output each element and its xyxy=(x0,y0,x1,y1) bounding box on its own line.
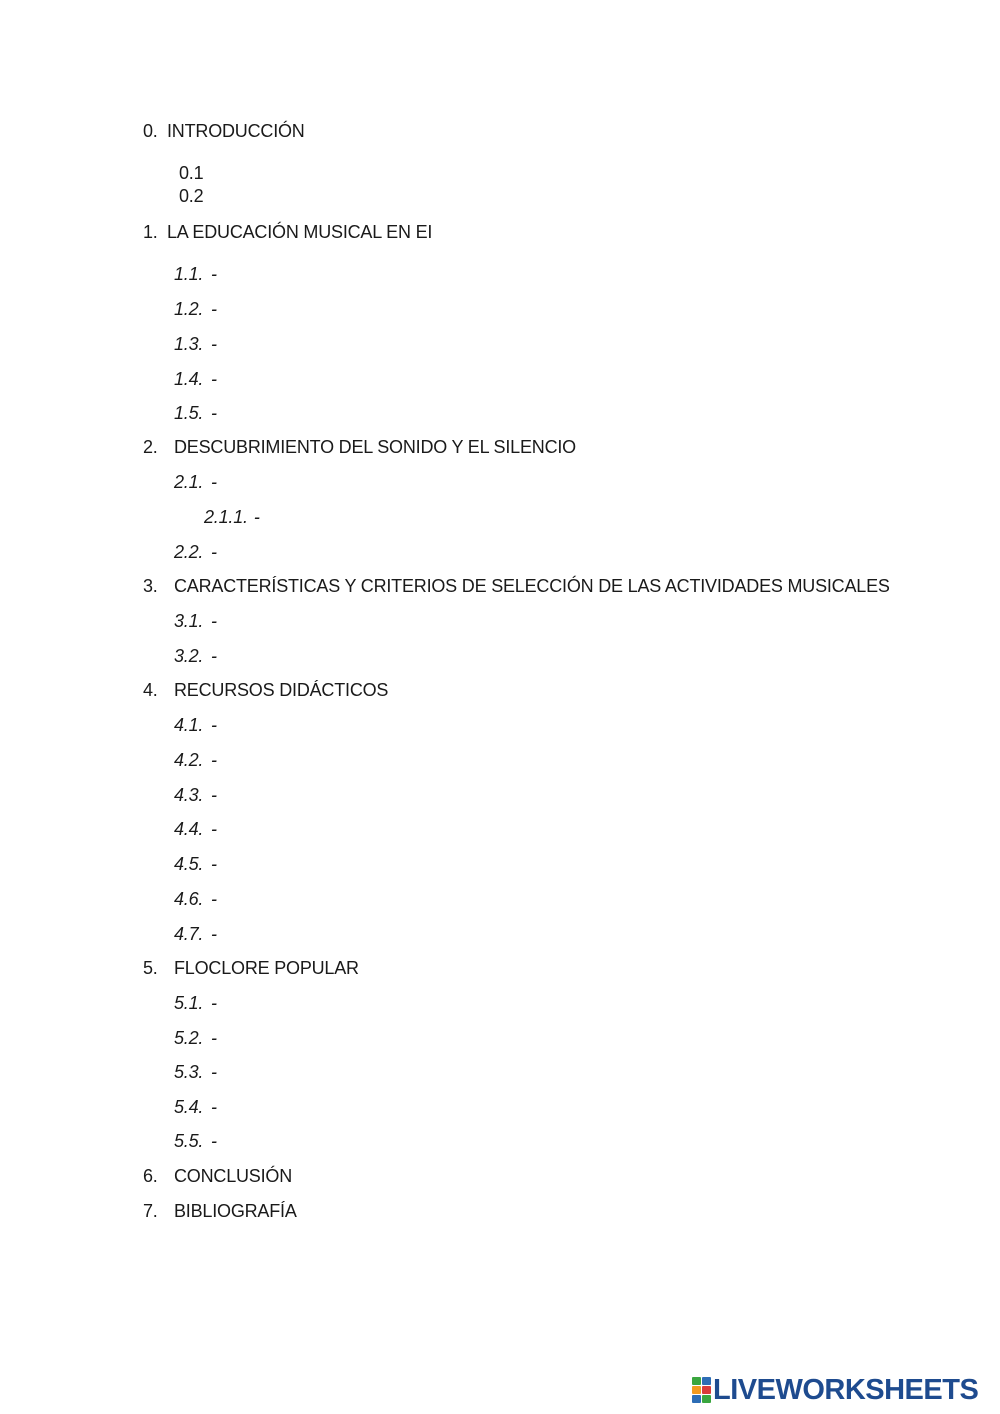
item-text: - xyxy=(211,750,217,770)
logo-tile xyxy=(702,1386,711,1394)
toc-item-3-1 xyxy=(174,610,217,632)
item-number: 2.1.1. xyxy=(204,507,248,527)
toc-item-4-2 xyxy=(174,749,217,771)
section-number: 5. xyxy=(143,958,158,978)
item-number: 5.4. xyxy=(174,1097,204,1117)
item-number: 2.1. xyxy=(174,472,204,492)
item-text: - xyxy=(211,854,217,874)
item-text: - xyxy=(211,1131,217,1151)
toc-section-3 xyxy=(143,575,890,597)
item-text: - xyxy=(253,507,260,527)
item-number: 4.7. xyxy=(174,924,204,944)
toc-item-2-1 xyxy=(174,471,217,493)
section-title: INTRODUCCIÓN xyxy=(167,121,305,141)
item-number: 4.3. xyxy=(174,785,204,805)
section-number: 2. xyxy=(143,437,158,457)
item-text: - xyxy=(211,299,217,319)
item-number: 5.5. xyxy=(174,1131,204,1151)
toc-section-4 xyxy=(143,679,388,701)
section-number: 7. xyxy=(143,1201,158,1221)
toc-section-5 xyxy=(143,957,359,979)
section-title: DESCUBRIMIENTO DEL SONIDO Y EL SILENCIO xyxy=(174,437,576,457)
toc-section-7 xyxy=(143,1200,297,1222)
item-number: 3.2. xyxy=(174,646,204,666)
section-number: 3. xyxy=(143,576,158,596)
item-number: 5.2. xyxy=(174,1028,204,1048)
toc-item-1-3 xyxy=(174,333,217,355)
item-number: 4.2. xyxy=(174,750,204,770)
section-number: 4. xyxy=(143,680,158,700)
section-title: CONCLUSIÓN xyxy=(174,1166,293,1186)
toc-item-4-1 xyxy=(174,714,217,736)
item-text: - xyxy=(211,264,217,284)
section-title: RECURSOS DIDÁCTICOS xyxy=(174,680,389,700)
item-number: 4.4. xyxy=(174,819,204,839)
toc-section-1 xyxy=(143,221,432,243)
item-text: - xyxy=(211,785,217,805)
item-text: - xyxy=(211,611,217,631)
item-text: - xyxy=(211,1097,217,1117)
item-text: - xyxy=(211,472,217,492)
item-number: 1.3. xyxy=(174,334,204,354)
toc-item-4-7 xyxy=(174,923,217,945)
item-number: 1.1. xyxy=(174,264,204,284)
item-text: - xyxy=(211,993,217,1013)
item-number: 1.2. xyxy=(174,299,204,319)
item-number: 0.1 xyxy=(179,163,204,183)
item-text: - xyxy=(211,1028,217,1048)
toc-item-5-5 xyxy=(174,1130,217,1152)
logo-mark-icon xyxy=(692,1377,710,1403)
item-text: - xyxy=(211,715,217,735)
toc-section-0 xyxy=(143,120,305,142)
section-number: 1. xyxy=(143,222,158,242)
item-text: - xyxy=(211,1062,217,1082)
logo-tile xyxy=(692,1377,701,1385)
toc-item-1-4 xyxy=(174,368,217,390)
toc-item-4-3 xyxy=(174,784,217,806)
toc-item-1-1 xyxy=(174,263,217,285)
item-number: 1.5. xyxy=(174,403,204,423)
item-number: 5.3. xyxy=(174,1062,204,1082)
logo-tile xyxy=(692,1386,701,1394)
logo-tile xyxy=(702,1395,711,1403)
logo-wordmark: LIVEWORKSHEETS xyxy=(713,1374,979,1406)
item-number: 3.1. xyxy=(174,611,204,631)
toc-item-3-2 xyxy=(174,645,217,667)
item-text: - xyxy=(211,369,217,389)
item-text: - xyxy=(211,542,217,562)
toc-item-2-1-1 xyxy=(204,506,260,528)
toc-item-1-5 xyxy=(174,402,217,424)
toc-item-5-2 xyxy=(174,1027,217,1049)
section-title: CARACTERÍSTICAS Y CRITERIOS DE SELECCIÓN DE LAS ACTIVIDADES MUSICALES xyxy=(174,576,890,596)
item-number: 0.2 xyxy=(179,186,204,206)
item-number: 2.2. xyxy=(174,542,204,562)
toc-item-1-2 xyxy=(174,298,217,320)
section-number: 0. xyxy=(143,121,158,141)
toc-item-4-4 xyxy=(174,818,217,840)
section-title: FLOCLORE POPULAR xyxy=(174,958,359,978)
logo-tile xyxy=(702,1377,711,1385)
toc-item-2-2 xyxy=(174,541,217,563)
toc-item-5-3 xyxy=(174,1061,217,1083)
item-number: 5.1. xyxy=(174,993,204,1013)
section-number: 6. xyxy=(143,1166,158,1186)
item-number: 4.6. xyxy=(174,889,204,909)
section-title: BIBLIOGRAFÍA xyxy=(174,1201,297,1221)
item-text: - xyxy=(211,334,217,354)
section-title: LA EDUCACIÓN MUSICAL EN EI xyxy=(167,222,433,242)
item-number: 4.1. xyxy=(174,715,204,735)
item-text: - xyxy=(211,924,217,944)
item-text: - xyxy=(211,646,217,666)
item-number: 1.4. xyxy=(174,369,204,389)
toc-item-0-1 xyxy=(179,162,203,184)
item-text: - xyxy=(211,403,217,423)
item-text: - xyxy=(211,819,217,839)
toc-section-2 xyxy=(143,436,576,458)
item-text: - xyxy=(211,889,217,909)
toc-item-5-4 xyxy=(174,1096,217,1118)
toc-item-4-6 xyxy=(174,888,217,910)
liveworksheets-logo[interactable] xyxy=(692,1375,978,1405)
logo-tile xyxy=(692,1395,701,1403)
toc-section-6 xyxy=(143,1165,292,1187)
toc-item-5-1 xyxy=(174,992,217,1014)
toc-item-0-2 xyxy=(179,185,203,207)
item-number: 4.5. xyxy=(174,854,204,874)
toc-item-4-5 xyxy=(174,853,217,875)
